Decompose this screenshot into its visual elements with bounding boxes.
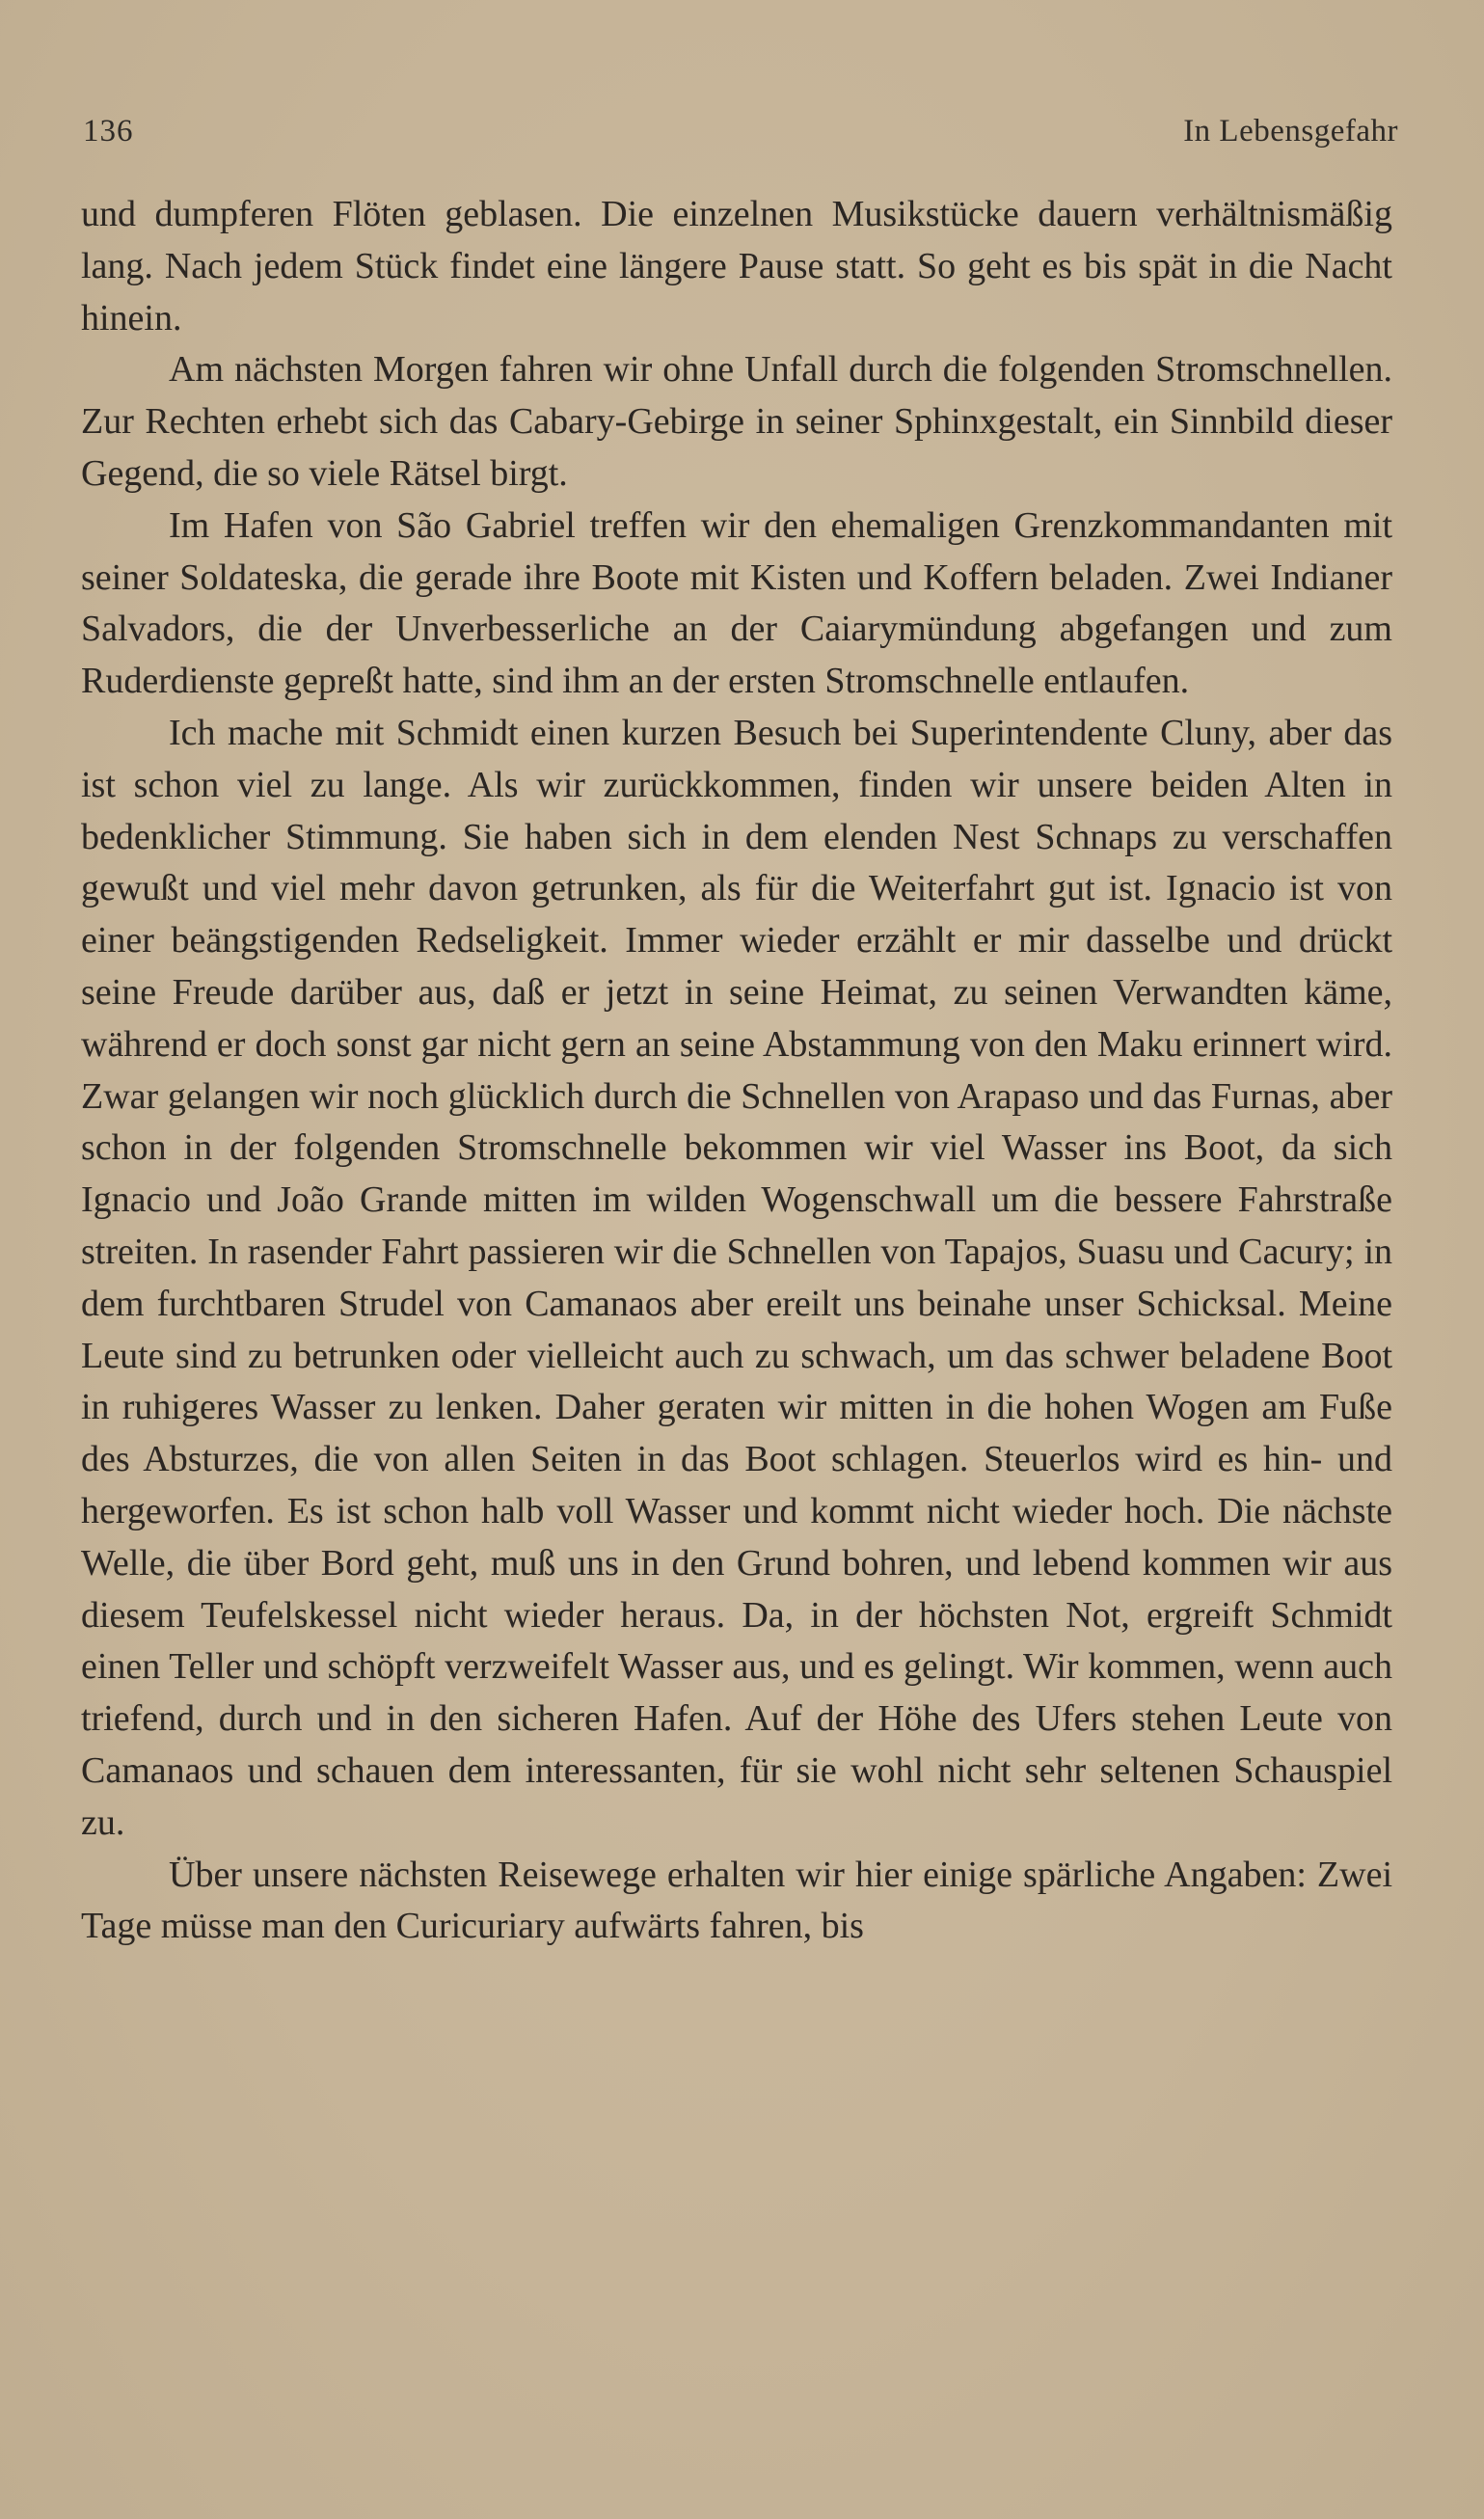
page-header: [83, 114, 1398, 158]
running-head: In Lebensgefahr: [1183, 114, 1398, 149]
paragraph-1: und dumpferen Flöten geblasen. Die einzelnen Musikstücke dauern verhältnismäßig lang. Nach jedem Stück findet eine längere Pause statt. So geht es bis spät in die Nacht hinein.: [81, 194, 1392, 339]
paragraph-5: Über unsere nächsten Reisewege erhalten wir hier einige spärliche Angaben: Zwei Tage müsse man den Curicuriary aufwärts fahren, bis: [81, 1854, 1392, 1947]
paragraph-4: Ich mache mit Schmidt einen kurzen Besuch bei Superintendente Cluny, aber das ist schon viel zu lange. Als wir zurückkommen, finden wir unsere beiden Alten in bedenklicher Stimmung. Sie haben sich in dem elenden Nest Schnaps zu verschaffen gewußt und viel mehr davon getrunken, als für die Weiterfahrt gut ist. Ignacio ist von einer beängstigenden Redseligkeit. Immer wieder erzählt er mir dasselbe und drückt seine Freude darüber aus, daß er jetzt in seine Heimat, zu seinen Verwandten käme, während er doch sonst gar nicht gern an seine Abstammung von den Maku erinnert wird. Zwar gelangen wir noch glücklich durch die Schnellen von Arapaso und das Furnas, aber schon in der folgenden Stromschnelle bekommen wir viel Wasser ins Boot, da sich Ignacio und João Grande mitten im wilden Wogenschwall um die bessere Fahrstraße streiten. In rasender Fahrt passieren wir die Schnellen von Tapajos, Suasu und Cacury; in dem furchtbaren Strudel von Camanaos aber ereilt uns beinahe unser Schicksal. Meine Leute sind zu betrunken oder vielleicht auch zu schwach, um das schwer beladene Boot in ruhigeres Wasser zu lenken. Daher geraten wir mitten in die hohen Wogen am Fuße des Absturzes, die von allen Seiten in das Boot schlagen. Steuerlos wird es hin- und hergeworfen. Es ist schon halb voll Wasser und kommt nicht wieder hoch. Die nächste Welle, die über Bord geht, muß uns in den Grund bohren, und lebend kommen wir aus diesem Teufelskessel nicht wieder heraus. Da, in der höchsten Not, ergreift Schmidt einen Teller und schöpft verzweifelt Wasser aus, und es gelingt. Wir kommen, wenn auch triefend, durch und in den sicheren Hafen. Auf der Höhe des Ufers stehen Leute von Camanaos und schauen dem interessanten, für sie wohl nicht sehr seltenen Schauspiel zu.: [81, 712, 1392, 1843]
paragraph-2: Am nächsten Morgen fahren wir ohne Unfall durch die folgenden Stromschnellen. Zur Rechten erhebt sich das Cabary-Gebirge in seiner Sphinxgestalt, ein Sinnbild dieser Gegend, die so viele Rätsel birgt.: [81, 349, 1392, 494]
paragraph-3: Im Hafen von São Gabriel treffen wir den ehemaligen Grenzkommandanten mit seiner Soldateska, die gerade ihre Boote mit Kisten und Koffern beladen. Zwei Indianer Salvadors, die der Unverbesserliche an der Caiarymündung abgefangen und zum Ruderdienste gepreßt hatte, sind ihm an der ersten Stromschnelle entlaufen.: [81, 504, 1392, 702]
body-text: [81, 189, 1392, 1953]
page-number: 136: [83, 114, 134, 149]
